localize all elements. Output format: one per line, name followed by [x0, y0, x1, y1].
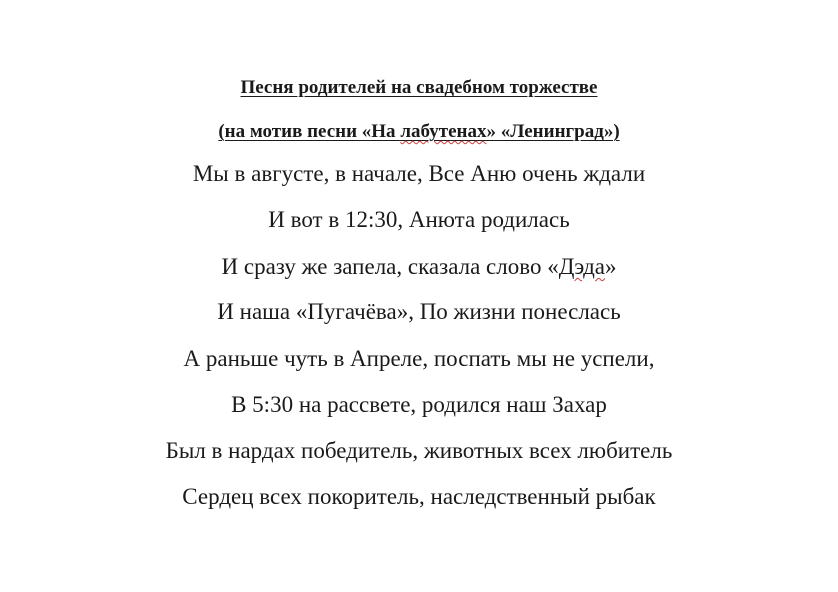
- verse-line-6: В 5:30 на рассвете, родился наш Захар: [231, 392, 607, 417]
- verse-line-3-spellcheck-word: Дэда: [558, 254, 605, 279]
- song-title: Песня родителей на свадебном торжестве: [240, 77, 598, 98]
- song-subtitle: [0, 122, 838, 141]
- subtitle-spellcheck-word: лабутенах: [400, 121, 487, 142]
- verse-line-2: И вот в 12:30, Анюта родилась: [268, 207, 570, 232]
- verse-line-3: [0, 255, 838, 278]
- verse-line-3-text: И сразу же запела, сказала слово «: [221, 254, 559, 279]
- verse-line-8: Сердец всех покоритель, наследственный рыбак: [182, 484, 656, 509]
- verse-line-1: Мы в августе, в начале, Все Аню очень ждали: [192, 161, 646, 186]
- subtitle-text-end: » «Ленинград»): [486, 121, 620, 142]
- verse-line-7: Был в нардах победитель, животных всех любитель: [165, 438, 673, 463]
- verse-line-3-end: »: [604, 254, 617, 279]
- verse-line-4: И наша «Пугачёва», По жизни понеслась: [217, 299, 621, 324]
- subtitle-text-start: (на мотив песни «На: [218, 121, 401, 142]
- verse-line-5: А раньше чуть в Апреле, поспать мы не успели,: [183, 346, 655, 371]
